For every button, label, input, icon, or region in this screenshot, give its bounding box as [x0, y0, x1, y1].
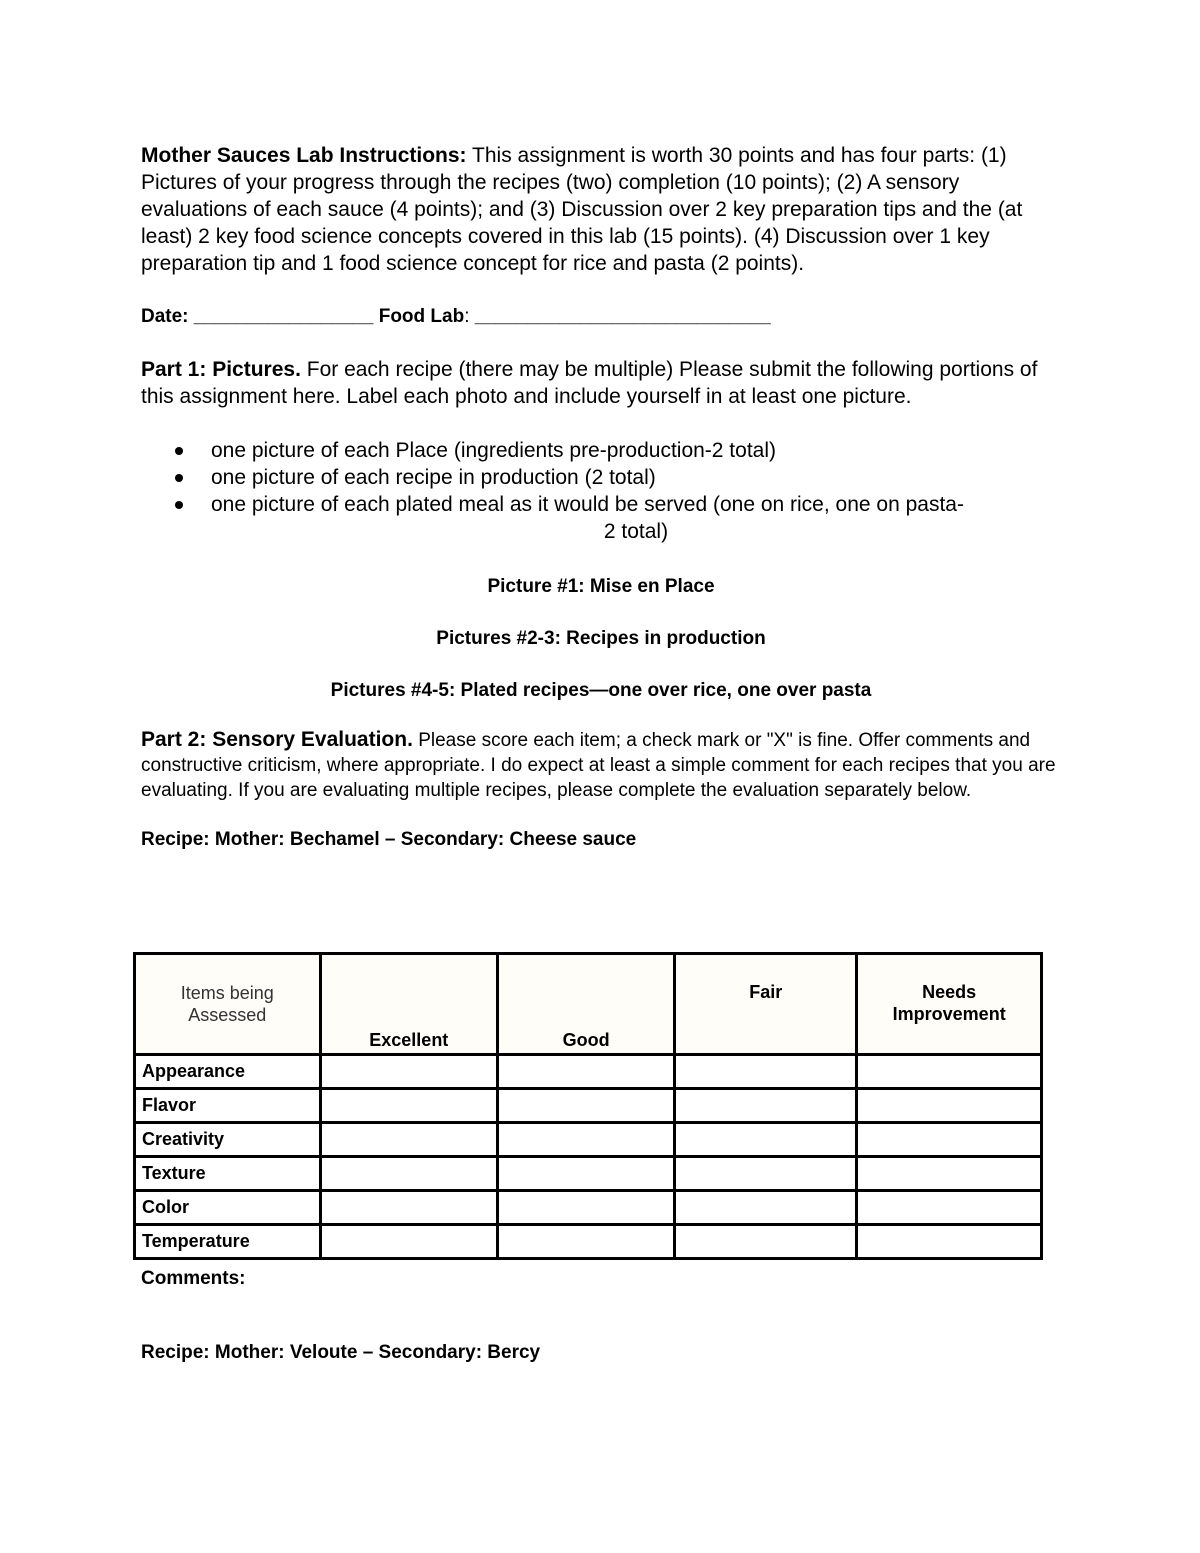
- row-label: Color: [135, 1191, 321, 1225]
- part2-heading: Part 2: Sensory Evaluation.: [141, 728, 413, 751]
- sensory-evaluation-table: [133, 952, 1043, 1260]
- row-label: Temperature: [135, 1225, 321, 1259]
- score-cell[interactable]: [675, 1225, 857, 1259]
- intro-heading: Mother Sauces Lab Instructions:: [141, 144, 467, 167]
- food-lab-colon: :: [464, 306, 470, 327]
- comments-label: Comments:: [141, 1268, 246, 1289]
- score-cell[interactable]: [857, 1191, 1042, 1225]
- score-cell[interactable]: [675, 1089, 857, 1123]
- score-cell[interactable]: [498, 1123, 675, 1157]
- list-item: one picture of each recipe in production (2 total): [211, 464, 1061, 491]
- table-row: [135, 1191, 1042, 1225]
- header-needs-improvement: Needs Improvement: [857, 954, 1042, 1055]
- part1-text: For each recipe (there may be multiple) Please submit the following portions of this assignment here. Label each photo and include yourself in at least one picture.: [141, 358, 1038, 408]
- score-cell[interactable]: [320, 1225, 497, 1259]
- table-row: [135, 1157, 1042, 1191]
- score-cell[interactable]: [320, 1123, 497, 1157]
- list-item: one picture of each Place (ingredients pre-production-2 total): [211, 437, 1061, 464]
- score-cell[interactable]: [675, 1055, 857, 1089]
- list-item-continued: 2 total): [603, 520, 669, 543]
- score-cell[interactable]: [320, 1157, 497, 1191]
- score-cell[interactable]: [675, 1157, 857, 1191]
- food-lab-blank: ____________________________: [474, 306, 771, 327]
- score-cell[interactable]: [857, 1157, 1042, 1191]
- list-item: one picture of each plated meal as it would be served (one on rice, one on pasta-: [211, 491, 1061, 518]
- score-cell[interactable]: [857, 1225, 1042, 1259]
- table-row: [135, 1055, 1042, 1089]
- recipe-1-title: Recipe: Mother: Bechamel – Secondary: Cheese sauce: [141, 829, 637, 850]
- recipe-2-title: Recipe: Mother: Veloute – Secondary: Bercy: [141, 1342, 541, 1363]
- header-items-assessed: Items being Assessed: [135, 954, 321, 1055]
- bullet-icon: [175, 474, 183, 482]
- score-cell[interactable]: [857, 1089, 1042, 1123]
- bullet-icon: [175, 501, 183, 509]
- part2-text: Please score each item; a check mark or "X" is fine. Offer comments and constructive criticism, where appropriate. I do expect at least a simple comment for each recipes that you are evaluating. If you are evaluating multiple recipes, please complete the evaluation separately below.: [141, 730, 1056, 801]
- picture-list: [141, 437, 1061, 545]
- part1-paragraph: [141, 356, 1061, 410]
- score-cell[interactable]: [675, 1123, 857, 1157]
- score-cell[interactable]: [857, 1123, 1042, 1157]
- header-excellent: Excellent: [320, 954, 497, 1055]
- table-row: [135, 1089, 1042, 1123]
- score-cell[interactable]: [320, 1055, 497, 1089]
- picture-4-5-title: Pictures #4-5: Plated recipes—one over rice, one over pasta: [330, 680, 872, 701]
- intro-text: This assignment is worth 30 points and has four parts: (1) Pictures of your progress through the recipes (two) completion (10 points); (2) A sensory evaluations of each sauce (4 points); and (3) Discussion over 2 key preparation tips and the (at least) 2 key food science concepts covered in this lab (15 points). (4) Discussion over 1 key preparation tip and 1 food science concept for rice and pasta (2 points).: [141, 144, 1023, 275]
- score-cell[interactable]: [320, 1089, 497, 1123]
- date-blank: _________________: [193, 306, 374, 327]
- table-row: [135, 1123, 1042, 1157]
- bullet-icon: [175, 447, 183, 455]
- picture-2-3-title: Pictures #2-3: Recipes in production: [436, 628, 766, 649]
- intro-paragraph: [141, 142, 1061, 277]
- date-foodlab-line: [141, 305, 1061, 329]
- part1-heading: Part 1: Pictures.: [141, 358, 301, 381]
- date-label: Date:: [141, 306, 189, 327]
- score-cell[interactable]: [320, 1191, 497, 1225]
- score-cell[interactable]: [498, 1089, 675, 1123]
- row-label: Appearance: [135, 1055, 321, 1089]
- part2-paragraph: [141, 727, 1061, 803]
- table-header-row: [135, 954, 1042, 1055]
- score-cell[interactable]: [498, 1225, 675, 1259]
- header-good: Good: [498, 954, 675, 1055]
- food-lab-label: Food Lab: [378, 306, 465, 327]
- table-row: [135, 1225, 1042, 1259]
- picture-1-title: Picture #1: Mise en Place: [487, 576, 715, 597]
- score-cell[interactable]: [857, 1055, 1042, 1089]
- score-cell[interactable]: [675, 1191, 857, 1225]
- header-fair: Fair: [675, 954, 857, 1055]
- score-cell[interactable]: [498, 1055, 675, 1089]
- row-label: Flavor: [135, 1089, 321, 1123]
- document-page: [141, 142, 1061, 1363]
- row-label: Creativity: [135, 1123, 321, 1157]
- score-cell[interactable]: [498, 1157, 675, 1191]
- score-cell[interactable]: [498, 1191, 675, 1225]
- row-label: Texture: [135, 1157, 321, 1191]
